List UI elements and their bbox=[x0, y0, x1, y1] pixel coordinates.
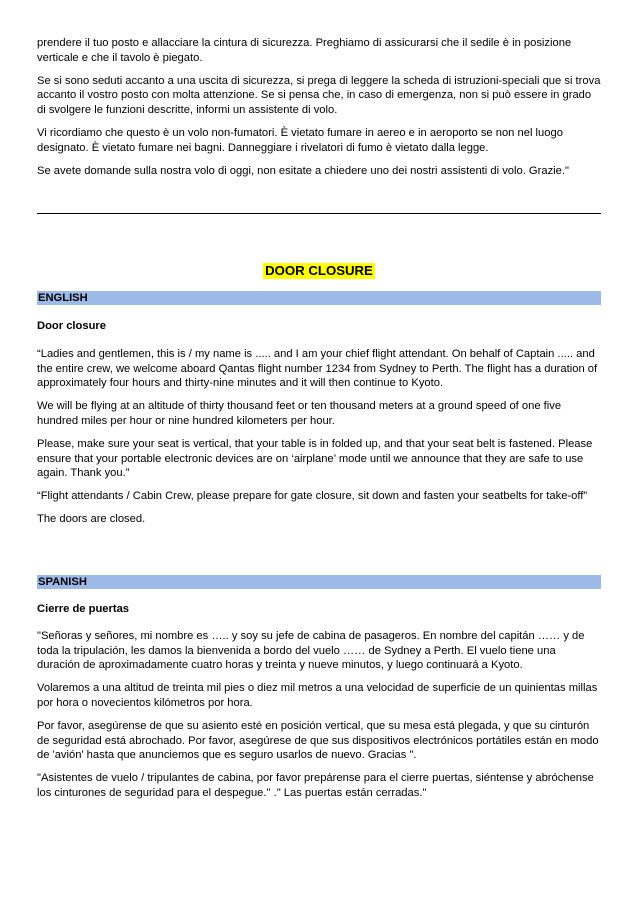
english-heading: Door closure bbox=[37, 320, 107, 332]
italian-paragraph-1: prendere il tuo posto e allacciare la cintura di sicurezza. Preghiamo di assicurarsi che il sedile è in posizione verticale e che il tavolo è piegato. bbox=[37, 37, 572, 64]
spanish-paragraph-2: Volaremos a una altitud de treinta mil pies o diez mil metros a una velocidad de superficie de un quinientas millas por hora o novecientos kilómetros por hora. bbox=[37, 682, 598, 709]
italian-paragraph-3: Vi ricordiamo che questo è un volo non-fumatori. È vietato fumare in aereo e in aeroporto se non nel luogo designato. È vietato fumare nei bagni. Danneggiare i rivelatori di fumo è vietato dalla legge. bbox=[37, 126, 563, 154]
english-band: ENGLISH bbox=[37, 291, 601, 305]
spanish-paragraph-1: "Señoras y señores, mi nombre es ….. y soy su jefe de cabina de pasageros. En nombre del capitán …… y de toda la tripulación, les damos la bienvenida a bordo del vuelo …… de Sydney a Perth. El vuelo tiene una duración de aproximadamente cuatro horas y treinta y nueve minutos, y luego continuará a Kyoto. bbox=[37, 629, 585, 672]
spanish-paragraph-4: "Asistentes de vuelo / tripulantes de cabina, por favor prepárense para el cierre puertas, siéntense y abróchense los cinturones de seguridad para el despegue." ." Las puertas están cerradas." bbox=[37, 772, 594, 799]
spanish-heading: Cierre de puertas bbox=[37, 603, 130, 615]
english-paragraph-5: The doors are closed. bbox=[37, 512, 146, 525]
italian-section bbox=[37, 36, 601, 178]
page-title: DOOR CLOSURE bbox=[265, 263, 373, 278]
english-paragraph-4: “Flight attendants / Cabin Crew, please prepare for gate closure, sit down and fasten your seatbelts for take-off” bbox=[37, 490, 588, 503]
horizontal-divider bbox=[37, 213, 601, 214]
english-paragraph-2: We will be flying at an altitude of thirty thousand feet or ten thousand meters at a ground speed of one five hundred miles per hour or nine hundred kilometers per hour. bbox=[37, 400, 562, 427]
english-section bbox=[37, 291, 601, 527]
english-paragraph-1: “Ladies and gentlemen, this is / my name is ..... and I am your chief flight attendant. On behalf of Captain ..... and the entire crew, we welcome aboard Qantas flight number 1234 from Sydney to Perth. The flight has a duration of approximately four hours and thirty-nine minutes and it will then continue to Kyoto. bbox=[37, 347, 598, 390]
english-paragraph-3: Please, make sure your seat is vertical, that your table is in folded up, and that your seat belt is fastened. Please ensure that your portable electronic devices are on ‘airplane’ mode until we announce that they are safe to use again. Thank you.” bbox=[37, 437, 593, 480]
spanish-section bbox=[37, 575, 601, 801]
spanish-band: SPANISH bbox=[37, 575, 601, 589]
italian-paragraph-4: Se avete domande sulla nostra volo di oggi, non esitate a chiedere uno dei nostri assistenti di volo. Grazie." bbox=[37, 164, 569, 177]
spanish-paragraph-3: Por favor, asegúrense de que su asiento esté en posición vertical, que su mesa está plegada, y que su cinturón de seguridad está abrochado. Por favor, asegúrese de que sus dispositivos electrónicos portátiles están en modo de 'avión' hasta que anunciemos que es seguro usarlos de nuevo. Gracias ". bbox=[37, 719, 599, 762]
italian-paragraph-2: Se si sono seduti accanto a una uscita di sicurezza, si prega di leggere la scheda di istruzioni-speciali que si trova accanto il vostro posto con molta attenzione. Se si pensa che, in caso di emergenza, non si può essere in grado di svolgere le funzioni descritte, informi un assistente di volo. bbox=[37, 74, 601, 117]
title-container bbox=[0, 262, 638, 280]
